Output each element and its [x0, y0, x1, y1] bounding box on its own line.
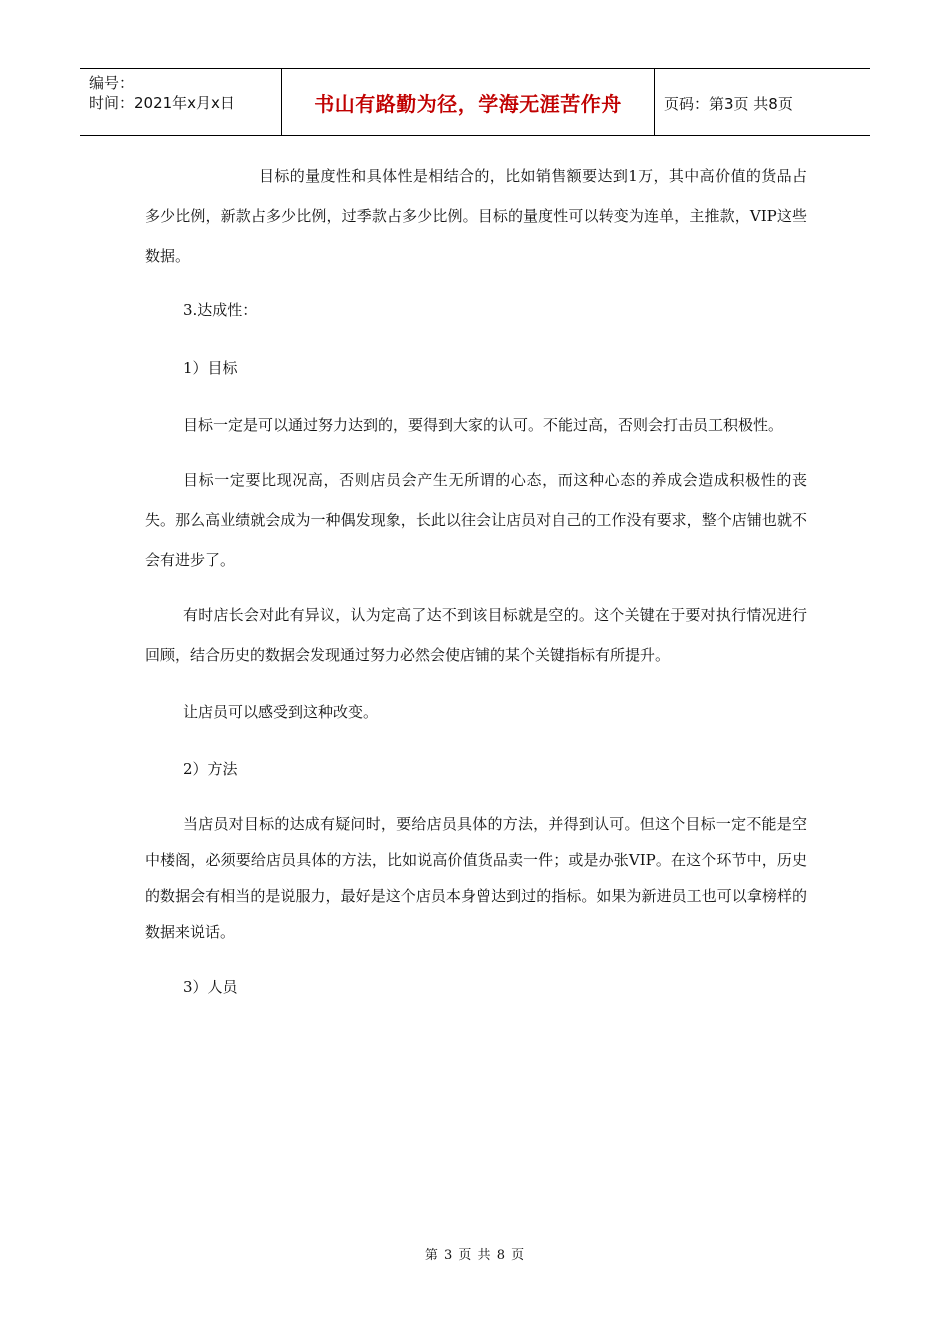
paragraph: 目标一定是可以通过努力达到的，要得到大家的认可。不能过高，否则会打击员工积极性。 — [183, 416, 784, 434]
header-left-cell — [89, 73, 235, 113]
paragraph: 目标一定要比现况高，否则店员会产生无所谓的心态，而这种心态的养成会造成积极性的丧失。那么高业绩就会成为一种偶发现象，长此以往会让店员对自己的工作没有要求，整个店铺也就不会有进步了。 — [145, 471, 807, 569]
date-label: 时间：2021年x月x日 — [89, 94, 235, 112]
paragraph: 当店员对目标的达成有疑问时，要给店员具体的方法，并得到认可。但这个目标一定不能是空中楼阁，必须要给店员具体的方法，比如说高价值货品卖一件；或是办张VIP。在这个环节中，历史的数据会有相当的是说服力，最好是这个店员本身曾达到过的指标。如果为新进员工也可以拿榜样的数据来说话。 — [145, 815, 807, 941]
subsection-heading: 2）方法 — [183, 760, 238, 778]
code-label: 编号： — [89, 74, 135, 92]
header-table — [80, 68, 870, 136]
paragraph: 让店员可以感受到这种改变。 — [183, 703, 379, 721]
document-body — [145, 156, 807, 1007]
subsection-heading: 1）目标 — [183, 359, 238, 377]
subsection-heading: 3）人员 — [183, 978, 238, 996]
page-footer: 第 3 页 共 8 页 — [424, 1248, 526, 1263]
section-heading: 3.达成性： — [183, 301, 258, 319]
paragraph: 目标的量度性和具体性是相结合的，比如销售额要达到1万，其中高价值的货品占多少比例，新款占多少比例，过季款占多少比例。目标的量度性可以转变为连单，主推款，VIP这些数据。 — [145, 167, 807, 265]
header-motto: 书山有路勤为径，学海无涯苦作舟 — [314, 92, 622, 116]
header-divider — [654, 69, 655, 135]
header-page-label: 页码：第3页 共8页 — [664, 95, 793, 113]
paragraph: 有时店长会对此有异议，认为定高了达不到该目标就是空的。这个关键在于要对执行情况进行回顾，结合历史的数据会发现通过努力必然会使店铺的某个关键指标有所提升。 — [145, 606, 807, 664]
